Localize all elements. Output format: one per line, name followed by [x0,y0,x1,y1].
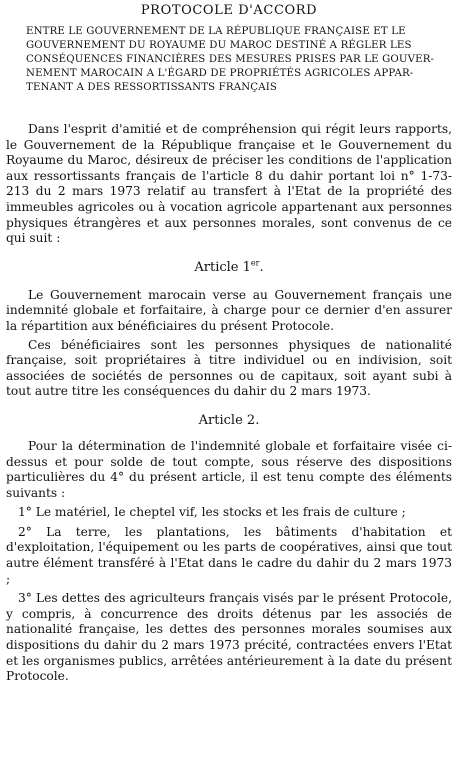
preamble-paragraph: Dans l'esprit d'amitié et de compréhension qui régit leurs rapports, le Gouvernement de la République française et le Gouvernement du Royaume du Maroc, désireux de préciser les conditions de l'application aux ressortissants français de l'article 8 du dahir portant loi n° 1-73-213 du 2 mars 1973 relatif au transfert à l'Etat de la propriété des immeubles agricoles ou à vocation agricole appartenant aux personnes physiques étrangères et aux personnes morales, sont convenus de ce qui suit : [6,122,452,246]
heading-line: ENTRE LE GOUVERNEMENT DE LA RÉPUBLIQUE FRANÇAISE ET LE [26,26,406,37]
article-1-body [6,288,452,400]
heading-line: TENANT A DES RESSORTISSANTS FRANÇAIS [26,82,278,93]
document-title: PROTOCOLE D'ACCORD [140,3,318,18]
article-2-title: Article 2. [198,412,260,428]
article-1-title-end: . [259,259,264,275]
article-2-item: 3° Les dettes des agriculteurs français visés par le présent Protocole, y compris, à concurrence des droits détenus par les associés de nationalité française, les dettes des personnes morales soumises aux dispositions du dahir du 2 mars 1973 précité, contractées envers l'Etat et les organismes publics, arrêtées antérieurement à la date du présent Protocole. [6,591,452,684]
article-1-paragraph: Ces bénéficiaires sont les personnes physiques de nationalité française, soit propriétaires à titre individuel ou en indivision, soit associées de sociétés de personnes ou de capitaux, soit ayant subi à tout autre titre les conséquences du dahir du 2 mars 1973. [6,337,452,399]
article-2-intro: Pour la détermination de l'indemnité globale et forfaitaire visée ci-dessus et pour solde de tout compte, sous réserve des dispositions particulières du 4° du présent article, il est tenu compte des éléments suivants : [6,438,452,500]
article-1-title [6,259,452,276]
article-1-paragraph: Le Gouvernement marocain verse au Gouvernement français une indemnité globale et forfaitaire, à charge pour ce dernier d'en assurer la répartition aux bénéficiaires du présent Protocole. [6,287,452,333]
article-2-body [6,439,452,685]
article-1-title-superscript: er [250,258,260,268]
article-1-title-text: Article 1 [194,259,251,275]
heading-line: CONSÉQUENCES FINANCIÈRES DES MESURES PRISES PAR LE GOUVER- [26,54,435,65]
article-2-item: 2° La terre, les plantations, les bâtiments d'habitation et d'exploitation, l'équipement ou les parts de coopératives, ainsi que tout autre élément transféré à l'Etat dans le cadre du dahir du 2 mars 1973 ; [6,524,452,586]
heading-line: NEMENT MAROCAIN A L'ÉGARD DE PROPRIÉTÉS AGRICOLES APPAR- [26,68,414,79]
preamble-block [6,122,452,247]
protocol-heading [26,25,452,95]
article-2-item: 1° Le matériel, le cheptel vif, les stocks et les frais de culture ; [18,505,406,520]
heading-line: GOUVERNEMENT DU ROYAUME DU MAROC DESTINÉ A RÉGLER LES [26,40,412,51]
